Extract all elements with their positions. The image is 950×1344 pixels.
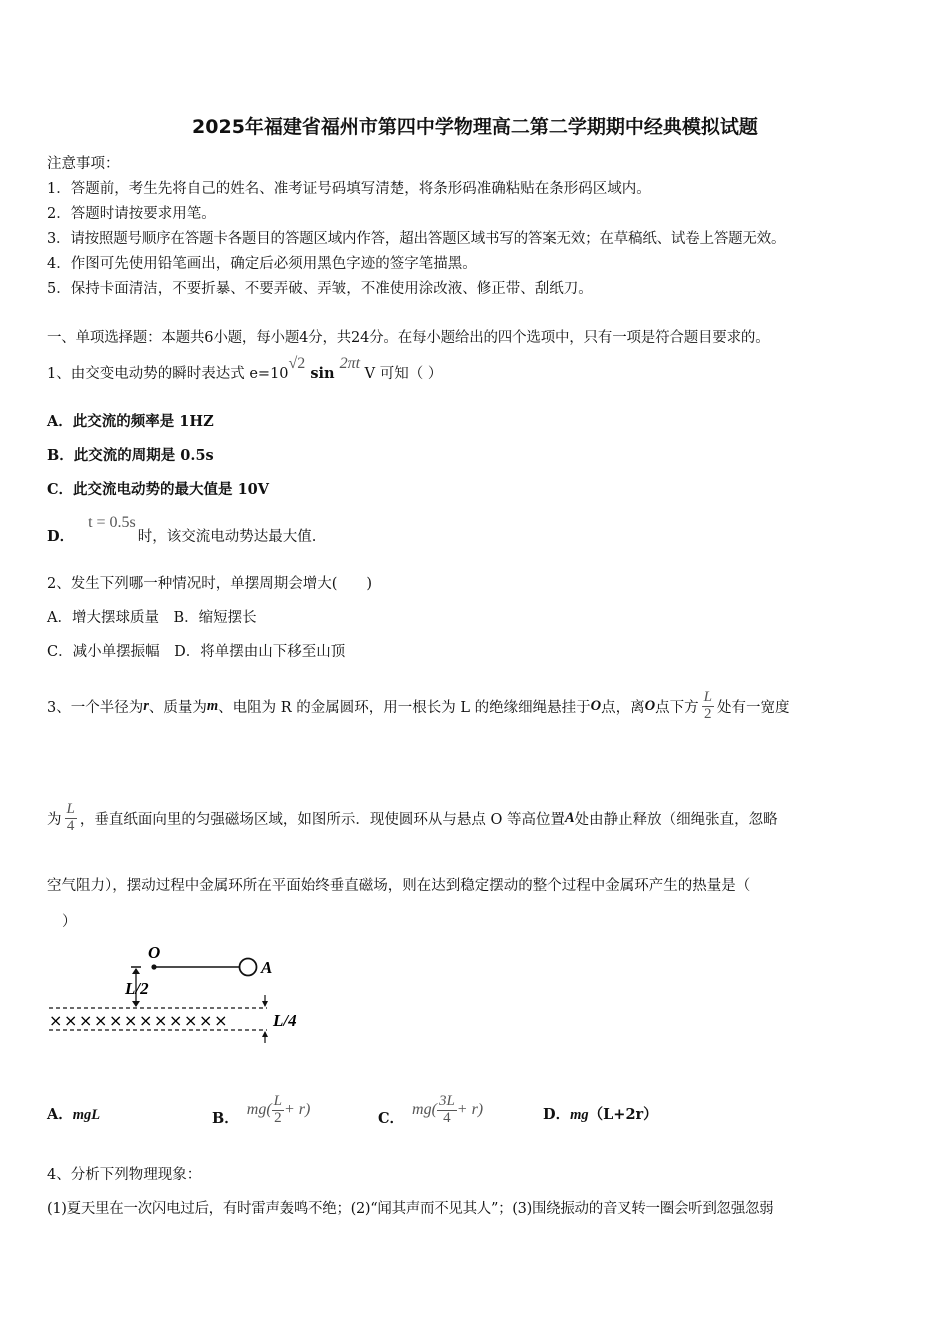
q3-option-d-post: （L+2r） bbox=[588, 1106, 658, 1123]
q1-sqrt: √2 bbox=[288, 355, 306, 372]
q3-text-2a: 为 bbox=[47, 811, 62, 828]
notice-item-4: 4．作图可先使用铅笔画出，确定后必须用黑色字迹的签字笔描黑。 bbox=[47, 256, 477, 272]
q3-option-b-label: B． bbox=[212, 1110, 239, 1127]
fig-l4-arrow-down bbox=[262, 1001, 268, 1007]
q3-var-o2: O bbox=[644, 697, 656, 714]
q3-text-1a: 3、一个半径为 bbox=[47, 699, 144, 716]
notice-item-2: 2．答题时请按要求用笔。 bbox=[47, 206, 216, 222]
q3-option-b-post: + r) bbox=[284, 1101, 311, 1118]
q1-stem bbox=[47, 355, 443, 383]
q3-option-c bbox=[378, 1080, 483, 1140]
q3-var-m: m bbox=[206, 697, 219, 714]
q1-sin: sin bbox=[305, 365, 340, 382]
q3-text-1e: 点下方 bbox=[655, 699, 699, 716]
page-title: 2025年福建省福州市第四中学物理高二第二学期期中经典模拟试题 bbox=[192, 116, 758, 138]
q3-text-2b: ，垂直纸面向里的匀强磁场区域，如图所示．现使圆环从与悬点 O 等高位置 bbox=[79, 811, 565, 828]
q3-option-c-pre: mg( bbox=[412, 1101, 437, 1118]
q3-frac-l-over-2: $\frac{L}{2}$ bbox=[703, 688, 712, 722]
q1-option-d bbox=[47, 514, 317, 546]
q3-var-a: A bbox=[564, 809, 575, 826]
q3-line-3: 空气阻力），摆动过程中金属环所在平面始终垂直磁场，则在达到稳定摆动的整个过程中金属环产生的热量是（ bbox=[47, 878, 751, 894]
q2-options-cd: C．减小单摆振幅 D．将单摆由山下移至山顶 bbox=[47, 644, 346, 660]
q1-stem-end: V 可知（ ） bbox=[360, 366, 443, 382]
q3-text-1f: 处有一宽度 bbox=[716, 699, 790, 716]
q3-text-1b: 、质量为 bbox=[148, 699, 207, 716]
fig-arrow-down bbox=[132, 1001, 140, 1007]
q3-var-o1: O bbox=[590, 697, 602, 714]
fig-label-l4: L/4 bbox=[273, 1011, 297, 1030]
q1-stem-text: 1、由交变电动势的瞬时表达式 e=10 bbox=[47, 366, 289, 382]
q3-option-c-post: + r) bbox=[456, 1101, 484, 1118]
section-heading: 一、单项选择题：本题共6小题，每小题4分，共24分。在每小题给出的四个选项中，只有一项是符合题目要求的。 bbox=[47, 330, 770, 346]
q4-line-1: (1)夏天里在一次闪电过后，有时雷声轰鸣不绝；(2)“闻其声而不见其人”；(3)围绕振动的音叉转一圈会听到忽强忽弱 bbox=[47, 1201, 774, 1217]
fig-arrow-up bbox=[132, 968, 140, 974]
q3-line-2 bbox=[47, 788, 778, 848]
q3-option-c-label: C． bbox=[378, 1110, 405, 1127]
q1-option-d-label: D． bbox=[47, 528, 75, 545]
q3-option-b-pre: mg( bbox=[246, 1101, 272, 1118]
q3-figure bbox=[45, 940, 315, 1050]
q2-options-ab: A．增大摆球质量 B．缩短摆长 bbox=[47, 610, 257, 626]
notice-item-3: 3．请按照题号顺序在答题卡各题目的答题区域内作答，超出答题区域书写的答案无效；在草稿纸、试卷上答题无效。 bbox=[47, 231, 786, 247]
fig-pivot-point bbox=[151, 964, 156, 969]
q3-text-2c: 处由静止释放（细绳张直，忽略 bbox=[574, 811, 778, 828]
fig-ring bbox=[240, 959, 257, 976]
q3-option-a bbox=[47, 1103, 100, 1124]
q3-option-a-value: mgL bbox=[72, 1107, 101, 1123]
q3-line-4: ） bbox=[62, 914, 77, 930]
q3-text-1c: 、电阻为 R 的金属圆环，用一根长为 L 的绝缘细绳悬挂于 bbox=[218, 699, 591, 716]
q4-stem: 4、分析下列物理现象： bbox=[47, 1167, 202, 1183]
q3-option-c-frac: $\frac{3L}{4}$ bbox=[438, 1092, 455, 1126]
q3-var-r: r bbox=[143, 697, 149, 714]
q1-option-c: C．此交流电动势的最大值是 10V bbox=[47, 481, 270, 498]
q3-text-1d: 点，离 bbox=[601, 699, 645, 716]
fig-l4-arrow-up bbox=[262, 1031, 268, 1037]
q3-option-b bbox=[212, 1080, 310, 1140]
notice-item-1: 1．答题前，考生先将自己的姓名、准考证号码填写清楚，将条形码准确粘贴在条形码区域内。 bbox=[47, 181, 651, 197]
notice-item-5: 5．保持卡面清洁，不要折暴、不要弄破、弄皱，不准使用涂改液、修正带、刮纸刀。 bbox=[47, 281, 593, 297]
q1-option-a: A．此交流的频率是 1HZ bbox=[47, 413, 214, 430]
q1-option-d-text: 时，该交流电动势达最大值. bbox=[137, 529, 317, 545]
q3-option-a-label: A． bbox=[47, 1106, 73, 1123]
q1-option-d-math: t = 0.5s bbox=[88, 514, 136, 531]
q3-option-d-value: mg bbox=[570, 1107, 589, 1123]
q2-stem: 2、发生下列哪一种情况时，单摆周期会增大( ) bbox=[47, 576, 373, 592]
notice-heading: 注意事项： bbox=[47, 156, 120, 172]
fig-label-l2: L/2 bbox=[125, 979, 149, 998]
fig-field-crosses: ×××××××××××× bbox=[49, 1011, 230, 1030]
q3-line-1 bbox=[47, 676, 789, 736]
q3-option-d bbox=[543, 1103, 658, 1124]
q3-option-d-label: D． bbox=[543, 1106, 571, 1123]
q3-frac-l-over-4: $\frac{L}{4}$ bbox=[66, 800, 75, 834]
q1-option-b: B．此交流的周期是 0.5s bbox=[47, 447, 214, 464]
fig-label-a: A bbox=[261, 958, 273, 977]
fig-label-o: O bbox=[148, 943, 161, 962]
q3-option-b-frac: $\frac{L}{2}$ bbox=[273, 1092, 282, 1126]
q1-arg: 2πt bbox=[339, 355, 361, 372]
